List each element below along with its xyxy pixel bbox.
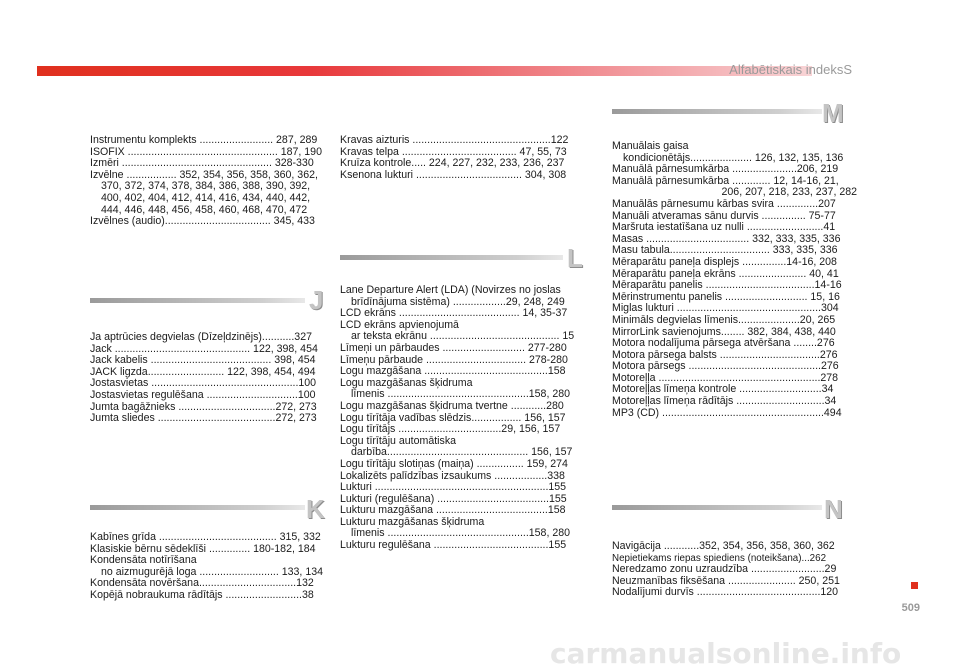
index-entry-continuation: darbība................................................ 156, 157 — [351, 446, 573, 459]
watermark: carmanualsonline.info — [550, 637, 902, 670]
index-entry: ISOFIX ................................................... 187, 190 — [90, 145, 322, 158]
index-entry: Logu tīrītāju slotiņas (maiņa) ................ 159, 274 — [340, 457, 568, 470]
index-entry: Jumta bagāžnieks .................................272, 273 — [90, 400, 317, 413]
index-entry: MirrorLink savienojums........ 382, 384, 438, 440 — [612, 325, 836, 338]
index-entry: Motora nodalījuma pārsega atvēršana ........276 — [612, 337, 835, 350]
index-section-j — [90, 332, 330, 425]
section-letter-l: L — [567, 243, 583, 273]
index-entry: Manuālās pārnesumu kārbas svira ..............207 — [612, 197, 836, 210]
index-entry: Motora pārsegs .............................................276 — [612, 360, 839, 373]
index-entry: Kabīnes grīda ........................................ 315, 332 — [90, 531, 321, 543]
index-entry: Nepietiekams riepas spiediens (noteikšana)...262 — [612, 552, 827, 564]
index-entry: Jack kabelis ......................................... 398, 454 — [90, 354, 316, 367]
index-entry: Jack .............................................. 122, 398, 454 — [90, 342, 318, 355]
index-entry: Lukturu mazgāšana ......................................158 — [340, 504, 566, 517]
section-letter-j: J — [309, 285, 324, 315]
index-entry: Logu mazgāšanas šķidruma tvertne ............280 — [340, 399, 564, 412]
index-entry: Lukturu mazgāšanas šķidruma — [340, 515, 485, 528]
index-entry: Lane Departure Alert (LDA) (Novirzes no joslas — [340, 284, 561, 296]
index-entry-continuation: 206, 207, 218, 233, 237, 282 — [721, 186, 857, 199]
page-header-title: Alfabētiskais indeksS — [729, 62, 852, 77]
index-entry: Ksenona lukturi .................................... 304, 308 — [340, 168, 567, 181]
index-entry: Nodalījumi durvīs ..........................................120 — [612, 586, 839, 599]
index-entry: Mērinstrumentu panelis ............................ 15, 16 — [612, 290, 840, 303]
index-entry: Līmeņu pārbaude .................................. 278-280 — [340, 353, 568, 366]
index-entry-continuation: 444, 446, 448, 456, 458, 460, 468, 470, 472 — [101, 203, 308, 216]
index-entry: Kondensāta novēršana.................................132 — [90, 577, 314, 590]
index-entry: Kruīza kontrole..... 224, 227, 232, 233, 236, 237 — [340, 157, 565, 170]
index-entry: Instrumentu komplekts ......................... 287, 289 — [90, 134, 318, 146]
index-entry: Jostasvietas ..................................................100 — [90, 377, 317, 390]
index-entry: Motoreļļa .......................................................278 — [612, 371, 839, 384]
section-rule-n — [612, 505, 822, 510]
index-entry: Kondensāta notīrīšana — [90, 554, 197, 567]
index-entry: Manuāli atveramas sānu durvis ............... 75-77 — [612, 209, 836, 222]
index-entry: Masu tabula.................................. 333, 335, 336 — [612, 244, 838, 257]
index-entry: Mēraparātu paneļa ekrāns ....................... 40, 41 — [612, 267, 839, 280]
section-letter-m: M — [822, 98, 844, 128]
index-entry: Izmēri ................................................... 328-330 — [90, 157, 314, 170]
index-entry: Motora pārsega balsts ..................................276 — [612, 348, 838, 361]
index-entry: Masas ................................... 332, 333, 335, 336 — [612, 232, 841, 245]
index-entry: Kravas aizturis ...............................................122 — [340, 134, 569, 146]
index-entry-continuation: līmenis ................................................158, 280 — [351, 388, 571, 401]
index-entry: MP3 (CD) .......................................................494 — [612, 406, 842, 419]
index-entry: Izvēlnes (audio).................................... 345, 433 — [90, 215, 315, 228]
index-entry: Ja aptrūcies degvielas (Dīzeļdzinējs)...........327 — [90, 331, 312, 343]
index-entry: Neredzamo zonu uzraudzība .........................29 — [612, 563, 837, 576]
index-entry: Kravas telpa ....................................... 47, 55, 73 — [340, 145, 567, 158]
index-entry-continuation: 400, 402, 404, 412, 414, 416, 434, 440, 442, — [101, 191, 311, 204]
index-entry: Manuālais gaisa — [612, 140, 689, 152]
index-entry-continuation: brīdīnājuma sistēma) ..................29, 248, 249 — [351, 295, 565, 308]
index-entry: Logu tīrītāju automātiska — [340, 434, 457, 447]
index-entry: Logu tīrītāja vadības slēdzis................. 156, 157 — [340, 411, 566, 424]
index-entry: Izvēlne ................. 352, 354, 356, 358, 360, 362, — [90, 168, 318, 181]
page-number: 509 — [901, 602, 920, 614]
index-entry: Klasiskie bērnu sēdeklīši .............. 180-182, 184 — [90, 542, 316, 555]
index-entry: Kopējā nobraukuma rādītājs ..........................38 — [90, 588, 314, 601]
index-entry: Mēraparātu paneļa displejs ...............14-16, 208 — [612, 255, 837, 268]
index-entry: Manuālā pārnesumkārba ............. 12, 14-16, 21, — [612, 174, 839, 187]
index-entry-continuation: līmenis ................................................158, 280 — [351, 527, 571, 540]
section-letter-n: N — [824, 494, 843, 524]
index-entry: Lukturu regulēšana .......................................155 — [340, 539, 567, 552]
index-entry: Logu mazgāšanas šķidruma — [340, 376, 473, 389]
section-rule-j — [90, 298, 305, 303]
index-entry-continuation: kondicionētājs..................... 126, 132, 135, 136 — [623, 151, 844, 164]
index-entry: Lokalizēts palīdzības izsaukums ..................338 — [340, 469, 565, 482]
index-section-m — [612, 141, 857, 419]
section-letter-k: K — [306, 494, 325, 524]
index-entry: Motoreļļas līmeņa kontrole ............................34 — [612, 383, 834, 396]
index-column-1 — [90, 135, 330, 228]
index-entry: Manuālā pārnesumkārba ......................206, 219 — [612, 163, 839, 176]
section-rule-l — [340, 255, 563, 260]
index-entry: Logu tīrītājs ...................................29, 156, 157 — [340, 423, 561, 436]
index-entry: Navigācija ............352, 354, 356, 358, 360, 362 — [612, 540, 835, 552]
index-entry: Neuzmanības fiksēšana ....................... 250, 251 — [612, 574, 840, 587]
index-entry: LCD ekrāns apvienojumā — [340, 318, 459, 331]
index-entry: Maršruta iestatīšana uz nulli ..........................41 — [612, 221, 836, 234]
index-entry-continuation: 370, 372, 374, 378, 384, 386, 388, 390, 392, — [101, 180, 311, 193]
index-entry: Jumta sliedes ........................................272, 273 — [90, 412, 317, 425]
index-entry: LCD ekrāns ......................................... 14, 35-37 — [340, 307, 568, 320]
index-section-n — [612, 541, 857, 599]
index-section-k — [90, 532, 330, 602]
index-section-l — [340, 285, 590, 552]
index-entry: Lukturi (regulēšana) ......................................155 — [340, 492, 567, 505]
index-entry: Lukturi ...........................................................155 — [340, 481, 567, 494]
index-entry-continuation: ar teksta ekrānu ............................................ 15 — [351, 330, 575, 343]
index-entry: Miglas lukturi .................................................304 — [612, 302, 839, 315]
index-column-2 — [340, 135, 590, 181]
index-entry: Mēraparātu panelis .....................................14-16 — [612, 279, 842, 292]
section-rule-m — [612, 109, 822, 114]
index-entry: JACK ligzda.......................... 122, 398, 454, 494 — [90, 365, 316, 378]
index-entry: Motoreļļas līmeņa rādītājs ..............................34 — [612, 395, 837, 408]
index-entry: Līmeņi un pārbaudes ............................ 277-280 — [340, 341, 567, 354]
index-entry-continuation: no aizmugurējā loga ........................... 133, 134 — [101, 565, 323, 578]
index-entry: Minimāls degvielas līmenis.....................20, 265 — [612, 313, 836, 326]
section-rule-k — [90, 505, 305, 510]
index-entry: Jostasvietas regulēšana ...............................100 — [90, 388, 316, 401]
index-entry: Logu mazgāšana ..........................................158 — [340, 365, 566, 378]
page-marker-square — [911, 582, 918, 589]
